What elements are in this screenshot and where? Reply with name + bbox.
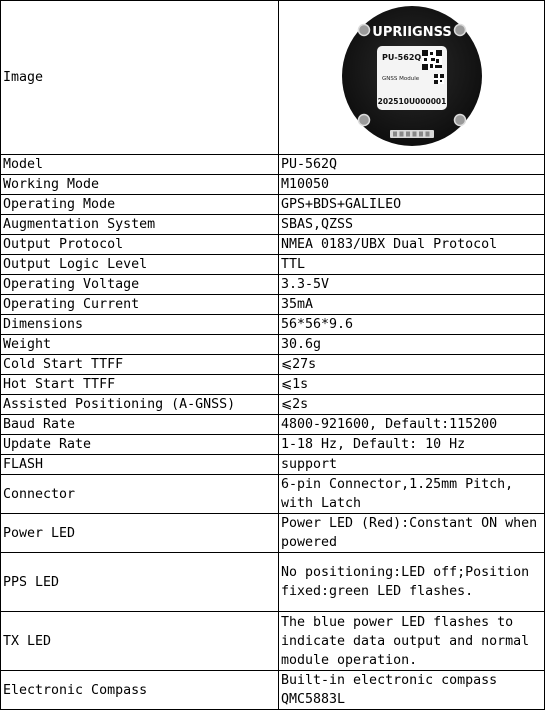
- table-row: [1, 215, 545, 235]
- spec-label: Connector: [1, 475, 279, 514]
- table-row: [1, 275, 545, 295]
- table-row: [1, 175, 545, 195]
- table-row: [1, 155, 545, 175]
- spec-label: Output Protocol: [1, 235, 279, 255]
- table-row: [1, 335, 545, 355]
- spec-label: Weight: [1, 335, 279, 355]
- spec-value: 6-pin Connector,1.25mm Pitch, with Latch: [279, 475, 545, 514]
- spec-value: PU-562Q: [279, 155, 545, 175]
- mount-hole-tr: [454, 24, 465, 35]
- spec-label: Baud Rate: [1, 415, 279, 435]
- spec-value: ⩽27s: [279, 355, 545, 375]
- spec-value: 56*56*9.6: [279, 315, 545, 335]
- spec-value: 35mA: [279, 295, 545, 315]
- spec-value: ⩽1s: [279, 375, 545, 395]
- table-row: [1, 415, 545, 435]
- table-row: [1, 671, 545, 710]
- table-row: [1, 612, 545, 671]
- table-row: [1, 375, 545, 395]
- spec-value: The blue power LED flashes to indicate data output and normal module operation.: [279, 612, 545, 671]
- spec-value: SBAS,QZSS: [279, 215, 545, 235]
- table-row-image: [1, 1, 545, 155]
- spec-value: Power LED (Red):Constant ON when powered: [279, 514, 545, 553]
- spec-label: Operating Voltage: [1, 275, 279, 295]
- table-row: [1, 235, 545, 255]
- spec-label: Dimensions: [1, 315, 279, 335]
- table-row: [1, 255, 545, 275]
- module-subtitle: GNSS Module: [381, 75, 419, 82]
- spec-rows: [1, 155, 545, 710]
- spec-label: Power LED: [1, 514, 279, 553]
- table-row: [1, 514, 545, 553]
- spec-value: Built-in electronic compass QMC5883L: [279, 671, 545, 710]
- mount-hole-tl: [358, 24, 369, 35]
- spec-label: Model: [1, 155, 279, 175]
- spec-value: TTL: [279, 255, 545, 275]
- spec-value: support: [279, 455, 545, 475]
- module-image-cell: [279, 1, 545, 155]
- spec-label: Electronic Compass: [1, 671, 279, 710]
- spec-label: Working Mode: [1, 175, 279, 195]
- table-row: [1, 295, 545, 315]
- spec-label: Output Logic Level: [1, 255, 279, 275]
- table-row: [1, 395, 545, 415]
- spec-label: Augmentation System: [1, 215, 279, 235]
- spec-label: TX LED: [1, 612, 279, 671]
- spec-label: Cold Start TTFF: [1, 355, 279, 375]
- table-row: [1, 553, 545, 612]
- spec-value: M10050: [279, 175, 545, 195]
- module-model: PU-562Q: [381, 52, 421, 62]
- spec-label: FLASH: [1, 455, 279, 475]
- table-row: [1, 355, 545, 375]
- spec-value: 4800-921600, Default:115200: [279, 415, 545, 435]
- spec-value: No positioning:LED off;Position fixed:green LED flashes.: [279, 553, 545, 612]
- spec-label: Assisted Positioning (A-GNSS): [1, 395, 279, 415]
- table-row: [1, 475, 545, 514]
- label-image: Image: [1, 1, 279, 155]
- spec-label: Operating Current: [1, 295, 279, 315]
- spec-value: ⩽2s: [279, 395, 545, 415]
- module-photo: [336, 2, 488, 154]
- module-serial: 202510U000001: [377, 96, 446, 106]
- qr-code-small-icon: [434, 74, 444, 84]
- spec-value: NMEA 0183/UBX Dual Protocol: [279, 235, 545, 255]
- mount-hole-bl: [358, 114, 369, 125]
- table-row: [1, 455, 545, 475]
- spec-value: GPS+BDS+GALILEO: [279, 195, 545, 215]
- spec-label: Update Rate: [1, 435, 279, 455]
- spec-value: 3.3-5V: [279, 275, 545, 295]
- connector-pins: [390, 130, 434, 138]
- table-row: [1, 195, 545, 215]
- spec-label: PPS LED: [1, 553, 279, 612]
- spec-label: Operating Mode: [1, 195, 279, 215]
- qr-code-icon: [422, 50, 442, 70]
- table-row: [1, 315, 545, 335]
- table-row: [1, 435, 545, 455]
- mount-hole-br: [454, 114, 465, 125]
- spec-label: Hot Start TTFF: [1, 375, 279, 395]
- spec-value: 1-18 Hz, Default: 10 Hz: [279, 435, 545, 455]
- module-brand: UPRIIGNSS: [371, 24, 452, 40]
- spec-value: 30.6g: [279, 335, 545, 355]
